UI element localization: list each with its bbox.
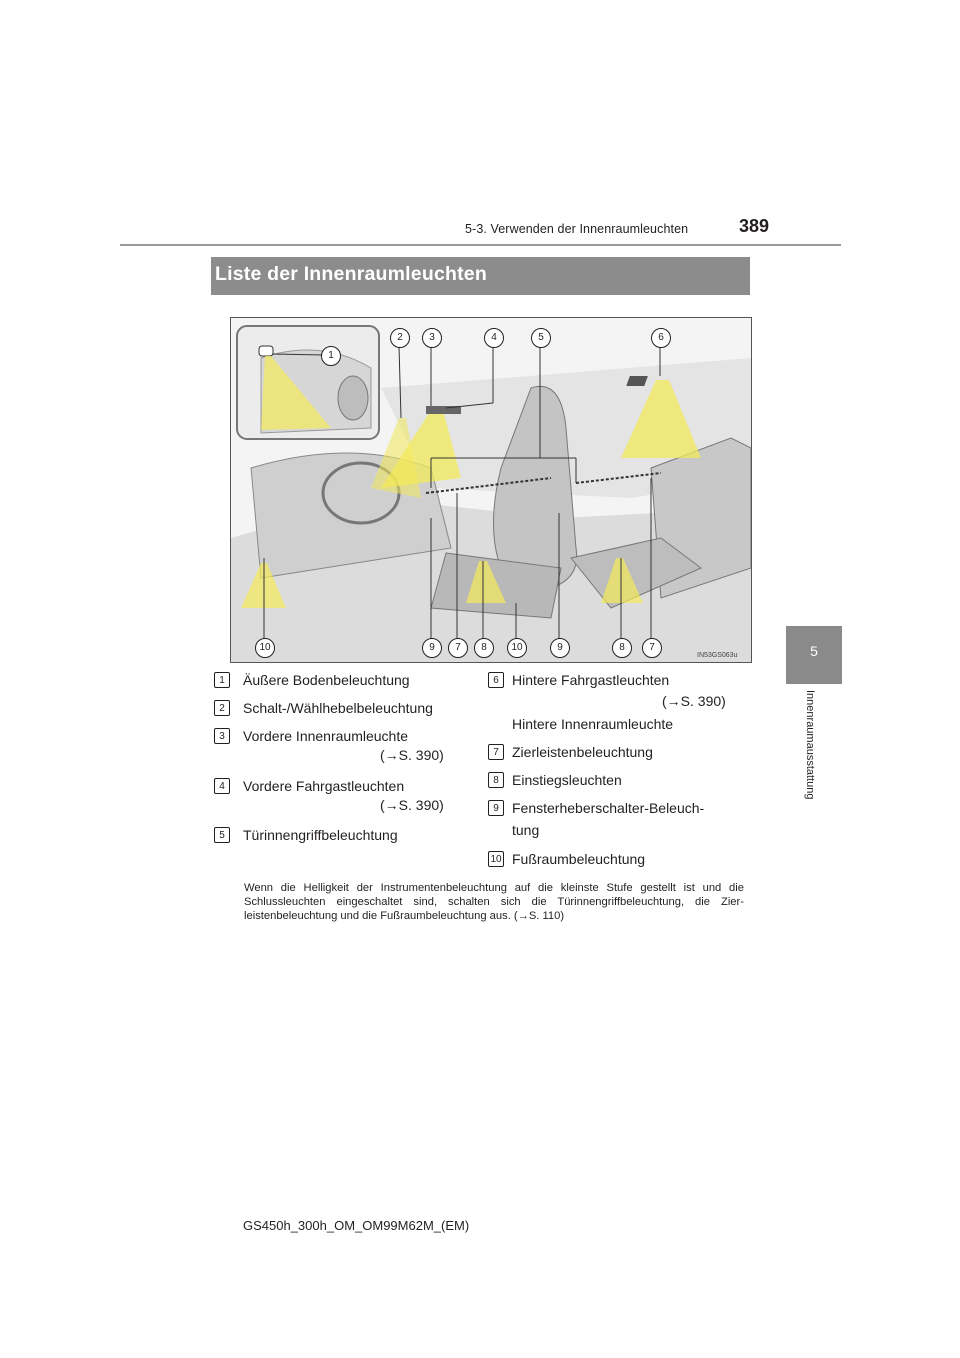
document-footer: GS450h_300h_OM_OM99M62M_(EM)	[243, 1218, 470, 1233]
page-reference: (→S. 390)	[662, 693, 726, 709]
legend-marker: 7	[488, 744, 504, 760]
legend-item-label: Fußraumbeleuchtung	[512, 851, 646, 867]
chapter-title-vertical: Innenraumausstattung	[804, 690, 816, 800]
interior-lights-illustration	[230, 317, 752, 663]
legend-item-label: Zierleistenbeleuchtung	[512, 744, 653, 760]
section-title: Liste der Innenraumleuchten	[215, 263, 487, 285]
callout-1: 1	[321, 346, 341, 366]
callout-6: 6	[651, 328, 671, 348]
note-text: Wenn die Helligkeit der Instrumentenbeleuchtung auf die kleinste Stufe gestellt ist und die Schlussleuchten eingeschaltet sind, schalten sich die Türinnengriffbeleuchtung, die Zier-leistenbeleuchtung und die Fußraumbeleuchtung aus. (→S. 110)	[244, 882, 744, 922]
rear-lamp-unit	[626, 376, 648, 386]
callout-bottom-7-2: 7	[448, 638, 468, 658]
legend-marker: 6	[488, 672, 504, 688]
legend-marker: 2	[214, 700, 230, 716]
legend-item-label: Fensterheberschalter-Beleuch-	[512, 800, 705, 816]
header-rule	[120, 244, 841, 246]
callout-bottom-9-1: 9	[422, 638, 442, 658]
legend-item-label-continuation: Hintere Innenraumleuchte	[512, 716, 674, 732]
car-interior-drawing	[231, 318, 751, 662]
chapter-tab: 5	[786, 626, 842, 684]
callout-bottom-7-7: 7	[642, 638, 662, 658]
callout-bottom-8-6: 8	[612, 638, 632, 658]
legend-marker: 3	[214, 728, 230, 744]
callout-bottom-8-3: 8	[474, 638, 494, 658]
callout-4: 4	[484, 328, 504, 348]
callout-bottom-10-4: 10	[507, 638, 527, 658]
legend-item-label: Schalt-/Wählhebelbeleuchtung	[243, 700, 433, 716]
page-reference: (→S. 390)	[380, 747, 444, 763]
legend-item-label: Vordere Fahrgastleuchten	[243, 778, 405, 794]
inset-wheel	[338, 376, 368, 420]
legend-item-label: Einstiegsleuchten	[512, 772, 622, 788]
callout-5: 5	[531, 328, 551, 348]
legend-marker: 10	[488, 851, 504, 867]
legend-item-label-continuation: tung	[512, 822, 540, 838]
legend-item-label: Hintere Fahrgastleuchten	[512, 672, 670, 688]
legend-item-label: Türinnengriffbeleuchtung	[243, 827, 398, 843]
callout-bottom-9-5: 9	[550, 638, 570, 658]
callout-bottom-10-0: 10	[255, 638, 275, 658]
page-reference: (→S. 390)	[380, 797, 444, 813]
page-number: 389	[739, 216, 770, 236]
legend-marker: 1	[214, 672, 230, 688]
legend-marker: 8	[488, 772, 504, 788]
inset-mirror	[259, 346, 273, 356]
callout-2: 2	[390, 328, 410, 348]
figure-code: IN53GS063u	[697, 652, 738, 659]
legend-item-label: Vordere Innenraumleuchte	[243, 728, 408, 744]
legend-marker: 5	[214, 827, 230, 843]
running-header: 5-3. Verwenden der Innenraumleuchten	[465, 222, 689, 236]
legend-item-label: Äußere Bodenbeleuchtung	[243, 672, 410, 688]
callout-3: 3	[422, 328, 442, 348]
legend-marker: 9	[488, 800, 504, 816]
legend-marker: 4	[214, 778, 230, 794]
